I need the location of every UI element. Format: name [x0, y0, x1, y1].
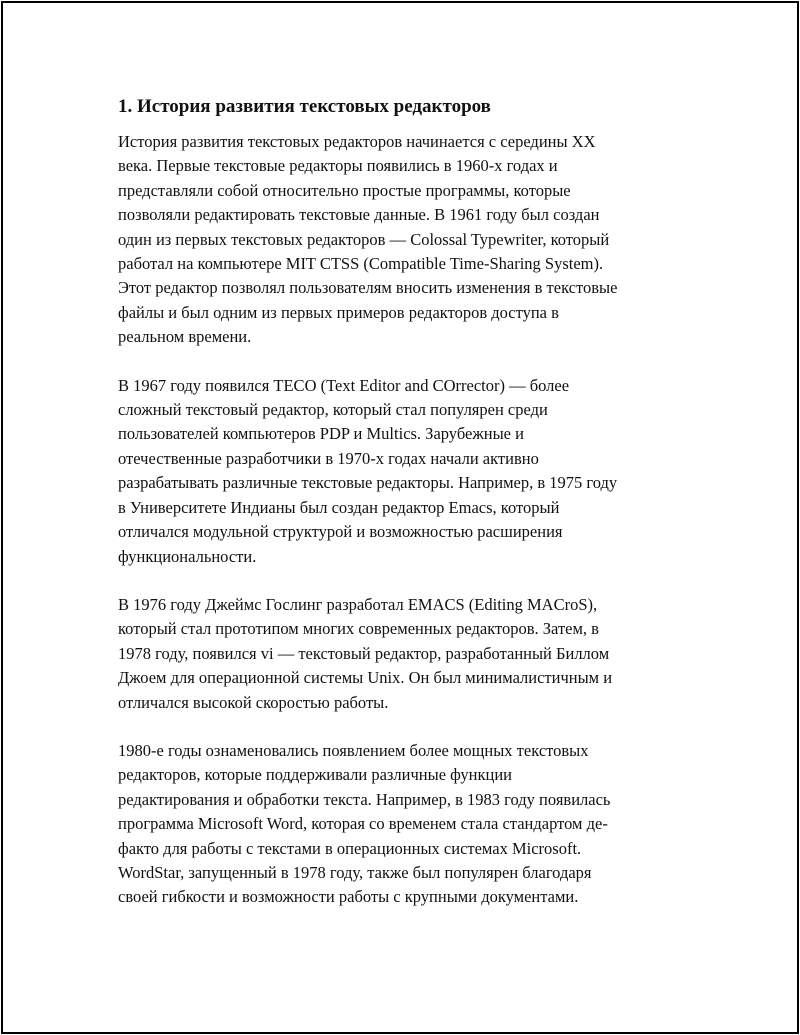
text-line: История развития текстовых редакторов начинается с середины XX	[118, 132, 596, 151]
text-line: Джоем для операционной системы Unix. Он был минималистичным и	[118, 668, 613, 688]
text-line: своей гибкости и возможности работы с крупными документами.	[118, 887, 579, 907]
text-line: сложный текстовый редактор, который стал популярен среди	[118, 400, 548, 420]
text-line: 1978 году, появился vi — текстовый редактор, разработанный Биллом	[118, 643, 610, 663]
text-line: отличался высокой скоростью работы.	[118, 692, 389, 712]
text-line: который стал прототипом многих современных редакторов. Затем, в	[118, 619, 599, 639]
text-line: отечественные разработчики в 1970-х годах начали активно	[118, 448, 539, 468]
text-line: В 1976 году Джеймс Гослинг разработал EMACS (Editing MACroS),	[118, 594, 598, 614]
text-line: один из первых текстовых редакторов — Colossal Typewriter, который	[118, 229, 610, 249]
text-line: в Университете Индианы был создан редактор Emacs, который	[118, 497, 560, 517]
text-line: Этот редактор позволял пользователям вносить изменения в текстовые	[118, 278, 618, 298]
text-line: представляли собой относительно простые программы, которые	[118, 180, 571, 200]
text-line: факто для работы с текстами в операционных системах Microsoft.	[118, 838, 582, 858]
text-line: В 1967 году появился TECO (Text Editor and COrrector) — более	[118, 375, 570, 395]
text-line: пользователей компьютеров PDP и Multics. Зарубежные и	[118, 424, 524, 444]
text-line: позволяли редактировать текстовые данные. В 1961 году был создан	[118, 205, 600, 225]
text-line: функциональности.	[118, 546, 257, 566]
text-line: реальном времени.	[118, 327, 252, 347]
paragraph-3	[118, 593, 684, 715]
text-line: 1980-е годы ознаменовались появлением более мощных текстовых	[118, 740, 589, 760]
text-line: отличался модульной структурой и возможностью расширения	[118, 522, 563, 542]
text-line: редакторов, которые поддерживали различные функции	[118, 765, 513, 785]
text-line: разрабатывать различные текстовые редакторы. Например, в 1975 году	[118, 473, 618, 493]
section-heading: 1. История развития текстовых редакторов	[118, 96, 491, 117]
document-body	[118, 94, 684, 934]
paragraph-1	[118, 130, 684, 350]
text-line: века. Первые текстовые редакторы появились в 1960-х годах и	[118, 156, 558, 176]
paragraph-4	[118, 739, 684, 910]
text-line: редактирования и обработки текста. Например, в 1983 году появилась	[118, 789, 611, 809]
text-line: WordStar, запущенный в 1978 году, также был популярен благодаря	[118, 862, 592, 882]
text-line: файлы и был одним из первых примеров редакторов доступа в	[118, 302, 559, 322]
paragraph-2	[118, 374, 684, 569]
text-line: программа Microsoft Word, которая со временем стала стандартом де-	[118, 814, 608, 834]
text-line: работал на компьютере MIT CTSS (Compatible Time-Sharing System).	[118, 254, 604, 274]
